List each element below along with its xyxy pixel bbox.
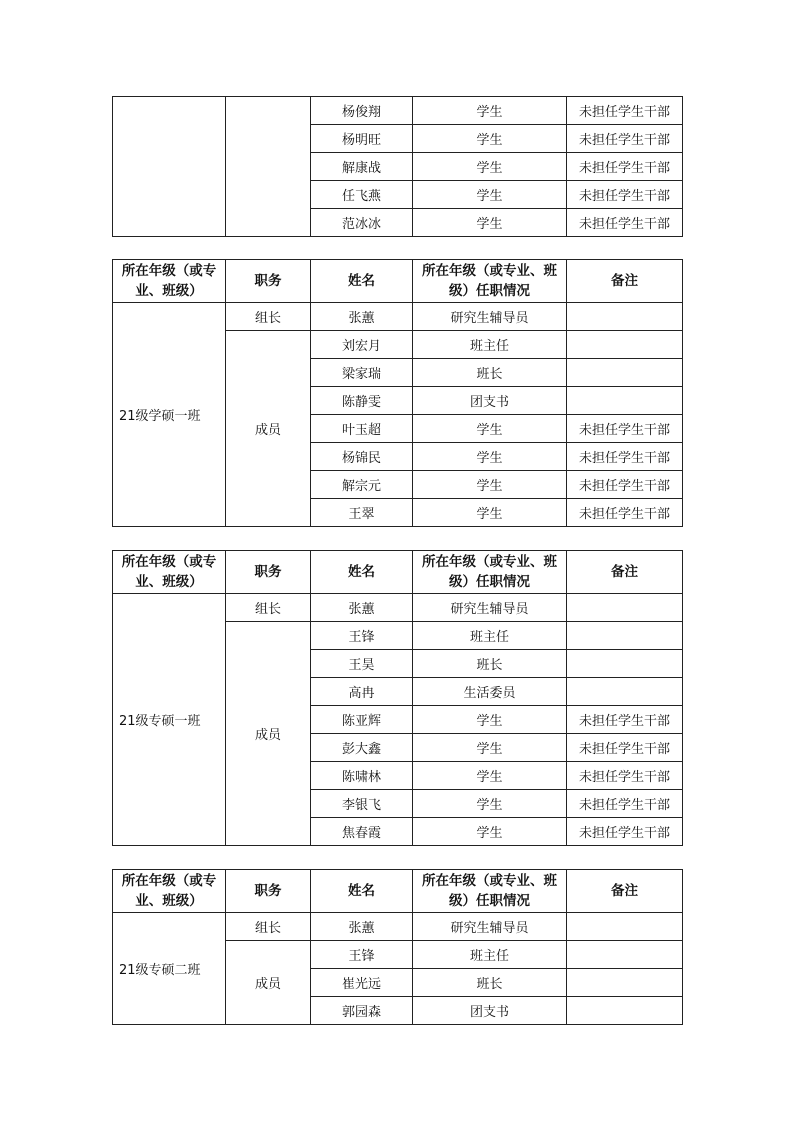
position-cell: 班长	[413, 969, 567, 997]
remark-cell: 未担任学生干部	[567, 499, 683, 527]
remark-cell	[567, 303, 683, 331]
position-cell: 学生	[413, 762, 567, 790]
position-cell: 学生	[413, 125, 567, 153]
position-cell: 学生	[413, 818, 567, 846]
position-cell: 班长	[413, 650, 567, 678]
remark-cell: 未担任学生干部	[567, 818, 683, 846]
remark-cell: 未担任学生干部	[567, 97, 683, 125]
position-cell: 团支书	[413, 997, 567, 1025]
remark-cell	[567, 594, 683, 622]
duty-cell: 成员	[226, 622, 311, 846]
duty-cell: 组长	[226, 303, 311, 331]
remark-cell	[567, 331, 683, 359]
position-cell: 学生	[413, 443, 567, 471]
position-cell: 研究生辅导员	[413, 594, 567, 622]
remark-cell: 未担任学生干部	[567, 706, 683, 734]
position-cell: 研究生辅导员	[413, 913, 567, 941]
header-grade: 所在年级（或专业、班级）	[113, 260, 226, 303]
remark-cell	[567, 997, 683, 1025]
name-cell: 王昊	[311, 650, 413, 678]
header-duty: 职务	[226, 260, 311, 303]
grade-cell: 21级学硕一班	[113, 303, 226, 527]
header-grade: 所在年级（或专业、班级）	[113, 870, 226, 913]
header-position: 所在年级（或专业、班级）任职情况	[413, 260, 567, 303]
remark-cell	[567, 969, 683, 997]
header-name: 姓名	[311, 260, 413, 303]
position-cell: 学生	[413, 499, 567, 527]
name-cell: 梁家瑞	[311, 359, 413, 387]
name-cell: 解康战	[311, 153, 413, 181]
header-duty: 职务	[226, 551, 311, 594]
position-cell: 班主任	[413, 941, 567, 969]
duty-cell: 组长	[226, 594, 311, 622]
header-grade: 所在年级（或专业、班级）	[113, 551, 226, 594]
position-cell: 学生	[413, 471, 567, 499]
remark-cell: 未担任学生干部	[567, 153, 683, 181]
name-cell: 崔光远	[311, 969, 413, 997]
name-cell: 郭园森	[311, 997, 413, 1025]
name-cell: 任飞燕	[311, 181, 413, 209]
header-name: 姓名	[311, 870, 413, 913]
name-cell: 彭大鑫	[311, 734, 413, 762]
name-cell: 范冰冰	[311, 209, 413, 237]
grade-cell: 21级专硕二班	[113, 913, 226, 1025]
name-cell: 陈静雯	[311, 387, 413, 415]
header-row	[113, 260, 683, 303]
duty-cell: 成员	[226, 331, 311, 527]
name-cell: 李银飞	[311, 790, 413, 818]
name-cell: 杨俊翔	[311, 97, 413, 125]
position-cell: 学生	[413, 153, 567, 181]
header-position: 所在年级（或专业、班级）任职情况	[413, 870, 567, 913]
duty-cell: 成员	[226, 941, 311, 1025]
table-row	[113, 97, 683, 125]
name-cell: 张蕙	[311, 303, 413, 331]
remark-cell	[567, 650, 683, 678]
group-table-2	[112, 550, 683, 846]
name-cell: 高冉	[311, 678, 413, 706]
header-position: 所在年级（或专业、班级）任职情况	[413, 551, 567, 594]
table-row	[113, 913, 683, 941]
header-row	[113, 551, 683, 594]
remark-cell: 未担任学生干部	[567, 471, 683, 499]
name-cell: 刘宏月	[311, 331, 413, 359]
header-duty: 职务	[226, 870, 311, 913]
header-remark: 备注	[567, 260, 683, 303]
position-cell: 研究生辅导员	[413, 303, 567, 331]
name-cell: 解宗元	[311, 471, 413, 499]
remark-cell: 未担任学生干部	[567, 181, 683, 209]
group-table-3	[112, 869, 683, 1025]
name-cell: 焦春霞	[311, 818, 413, 846]
remark-cell	[567, 622, 683, 650]
remark-cell: 未担任学生干部	[567, 443, 683, 471]
grade-cell: 21级专硕一班	[113, 594, 226, 846]
table-row	[113, 594, 683, 622]
position-cell: 学生	[413, 734, 567, 762]
remark-cell	[567, 678, 683, 706]
position-cell: 生活委员	[413, 678, 567, 706]
header-row	[113, 870, 683, 913]
duty-cell: 组长	[226, 913, 311, 941]
continuation-table	[112, 96, 683, 237]
name-cell: 王锋	[311, 941, 413, 969]
name-cell: 王锋	[311, 622, 413, 650]
remark-cell: 未担任学生干部	[567, 734, 683, 762]
remark-cell: 未担任学生干部	[567, 762, 683, 790]
remark-cell	[567, 387, 683, 415]
header-remark: 备注	[567, 870, 683, 913]
grade-cell	[113, 97, 226, 237]
name-cell: 张蕙	[311, 913, 413, 941]
position-cell: 班主任	[413, 331, 567, 359]
name-cell: 杨明旺	[311, 125, 413, 153]
table-row	[113, 303, 683, 331]
remark-cell	[567, 913, 683, 941]
duty-cell	[226, 97, 311, 237]
position-cell: 学生	[413, 97, 567, 125]
remark-cell	[567, 359, 683, 387]
position-cell: 学生	[413, 415, 567, 443]
name-cell: 杨锦民	[311, 443, 413, 471]
name-cell: 张蕙	[311, 594, 413, 622]
header-remark: 备注	[567, 551, 683, 594]
remark-cell: 未担任学生干部	[567, 790, 683, 818]
position-cell: 学生	[413, 181, 567, 209]
remark-cell	[567, 941, 683, 969]
position-cell: 班长	[413, 359, 567, 387]
position-cell: 学生	[413, 209, 567, 237]
group-table-1	[112, 259, 683, 527]
position-cell: 学生	[413, 706, 567, 734]
position-cell: 班主任	[413, 622, 567, 650]
position-cell: 团支书	[413, 387, 567, 415]
name-cell: 陈啸林	[311, 762, 413, 790]
header-name: 姓名	[311, 551, 413, 594]
name-cell: 陈亚辉	[311, 706, 413, 734]
position-cell: 学生	[413, 790, 567, 818]
remark-cell: 未担任学生干部	[567, 415, 683, 443]
remark-cell: 未担任学生干部	[567, 209, 683, 237]
name-cell: 叶玉超	[311, 415, 413, 443]
remark-cell: 未担任学生干部	[567, 125, 683, 153]
name-cell: 王翠	[311, 499, 413, 527]
